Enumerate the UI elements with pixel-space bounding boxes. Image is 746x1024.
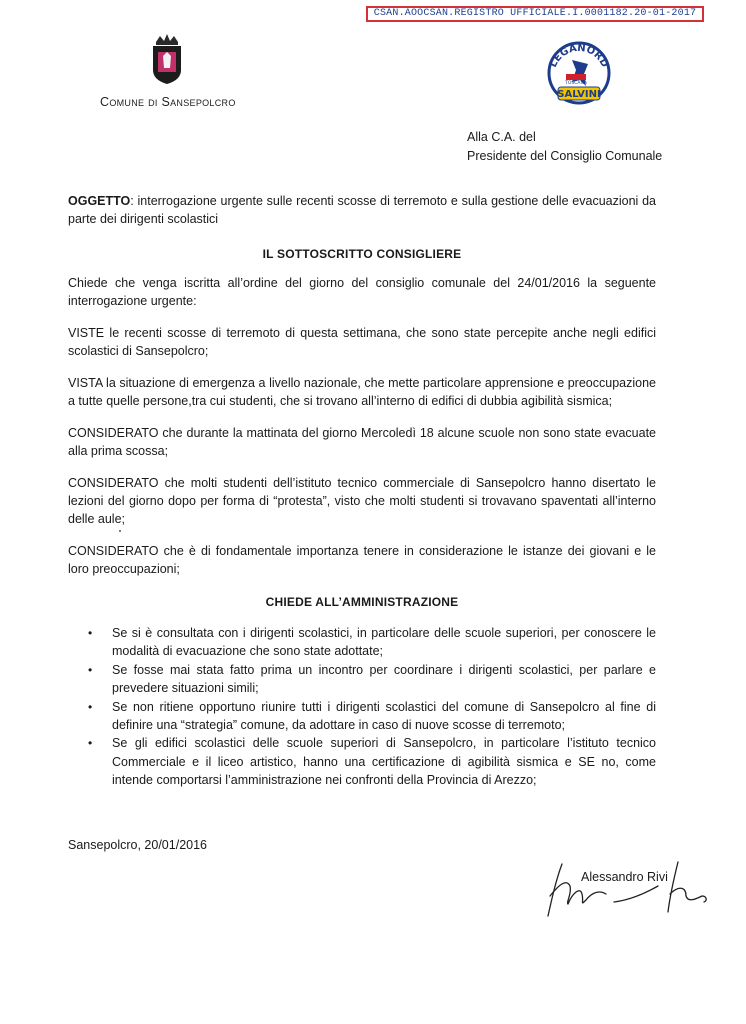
list-item: [68, 734, 656, 789]
svg-text:SALVINI: SALVINI: [557, 89, 601, 100]
municipality-name: Comune di Sansepolcro: [100, 95, 236, 109]
paragraph: VISTA la situazione di emergenza a livello nazionale, che mette particolare apprensione e preoccupazione a tutte quelle persone,tra cui studenti, che si trovano all’interno di edifici di dubbia agibilità sismica;: [68, 376, 656, 408]
list-item-text: Se non ritiene opportuno riunire tutti i dirigenti scolastici del comune di Sansepolcro al fine di definire una “strategia” comune, da adottare in caso di nuove scosse di terremoto;: [112, 699, 656, 733]
list-item-text: Se gli edifici scolastici delle scuole superiori di Sansepolcro, in particolare l’istituto tecnico Commerciale e il liceo artistico, hanno una certificazione di agibilità sismica e SE no, come intende comportarsi l’amministrazione nei confronti della Provincia di Arezzo;: [112, 736, 656, 788]
svg-text:LEGANORD: LEGANORD: [547, 42, 611, 70]
bullet-dot: •: [88, 626, 93, 640]
list-item: [68, 661, 656, 698]
addressee-line: Presidente del Consiglio Comunale: [467, 149, 663, 163]
protocol-stamp: CSAN.AOOCSAN.REGISTRO UFFICIALE.I.0001182.20-01-2017: [366, 6, 704, 22]
paragraph: CONSIDERATO che molti studenti dell’istituto tecnico commerciale di Sansepolcro hanno disertato le lezioni del giorno dopo per forma di “protesta”, visto che molti studenti si trovavano spaventati all’interno delle aule;: [68, 476, 656, 526]
bullet-dot: •: [88, 699, 93, 714]
signer-name: Alessandro Rivi: [581, 870, 668, 884]
bullet-dot: •: [88, 662, 93, 677]
addressee-block: [467, 128, 662, 166]
svg-text:TOSCANA: TOSCANA: [565, 81, 587, 86]
list-item-text: Se fosse mai stata fatto prima un incontro per coordinare i dirigenti scolastici, per parlare e prevedere situazioni simili;: [112, 662, 656, 696]
subject-text: : interrogazione urgente sulle recenti scosse di terremoto e sulla gestione delle evacuazioni da parte dei dirigenti scolastici: [68, 194, 656, 226]
paragraph: CONSIDERATO che è di fondamentale importanza tenere in considerazione le istanze dei giovani e le loro preoccupazioni;: [68, 544, 656, 576]
subject-paragraph: [68, 192, 656, 228]
municipal-crest-icon: [146, 32, 188, 86]
signatory-heading: IL SOTTOSCRITTO CONSIGLIERE: [262, 247, 462, 261]
bullet-dot: •: [88, 736, 93, 751]
paragraph: Chiede che venga iscritta all’ordine del giorno del consiglio comunale del 24/01/2016 la seguente interrogazione urgente:: [68, 276, 656, 308]
paragraph: VISTE le recenti scosse di terremoto di questa settimana, che sono state percepite anche negli edifici scolastici di Sansepolcro;: [68, 326, 656, 358]
subject-label: OGGETTO: [68, 194, 131, 208]
list-item-text: Se si è consultata con i dirigenti scolastici, in particolare delle scuole superiori, per conoscere le modalità di evacuazione che sono state adottate;: [112, 626, 656, 659]
lega-nord-logo: [542, 40, 616, 106]
handwritten-signature: [540, 856, 716, 922]
list-item: [68, 624, 656, 661]
scan-speck: [119, 530, 121, 532]
place-date: Sansepolcro, 20/01/2016: [68, 838, 207, 852]
list-item: [68, 698, 656, 735]
request-list: [68, 624, 656, 790]
paragraph: CONSIDERATO che durante la mattinata del giorno Mercoledì 18 alcune scuole non sono state evacuate alla prima scossa;: [68, 426, 656, 458]
addressee-line: Alla C.A. del: [467, 130, 536, 144]
request-heading: CHIEDE ALL’AMMINISTRAZIONE: [265, 595, 459, 609]
